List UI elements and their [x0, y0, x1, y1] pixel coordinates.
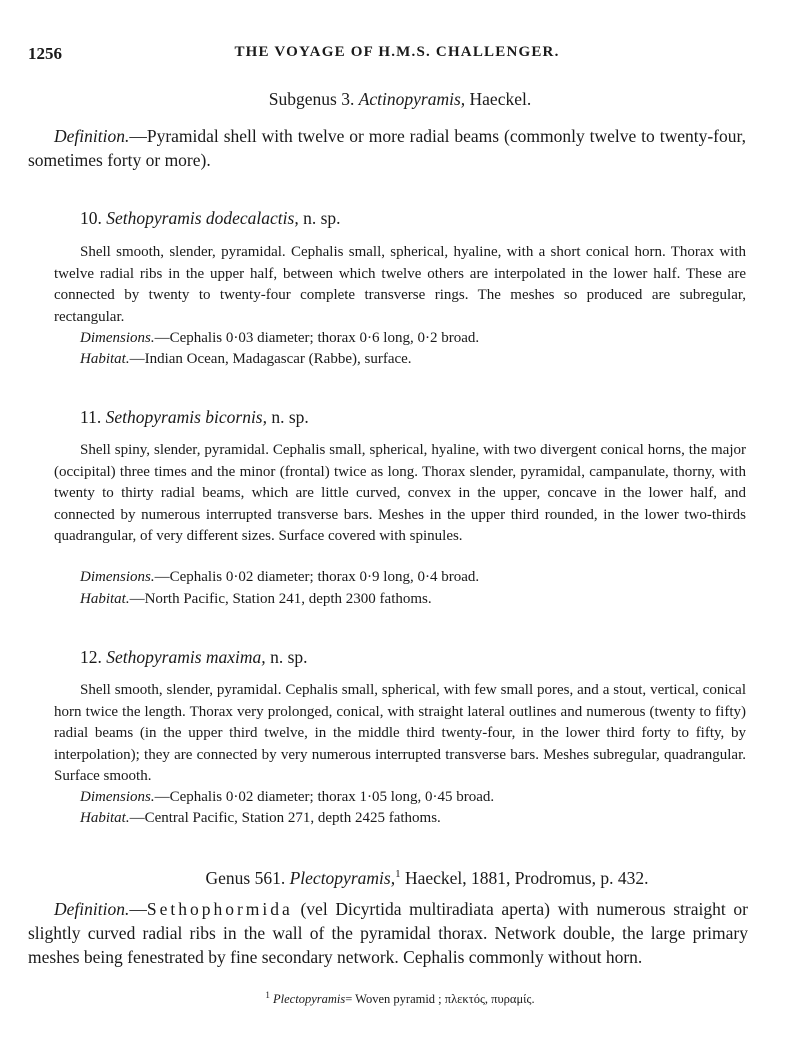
- genus-definition: [28, 897, 748, 969]
- habitat-label: Habitat.: [80, 351, 130, 367]
- subgenus-author: Haeckel.: [469, 89, 532, 109]
- species-status: n. sp.: [303, 208, 341, 228]
- species-description: Shell smooth, slender, pyramidal. Cephalis small, spherical, hyaline, with a short conical horn. Thorax with twelve radial ribs in the upper half, between which twelve others are interpolated in the lower half. These are connected by twenty to twenty-four complete transverse rings. The meshes so produced are subregular, rectangular.: [54, 244, 746, 325]
- habitat-label: Habitat.: [80, 591, 130, 607]
- subgenus-definition: [28, 124, 746, 172]
- habitat-text: —Indian Ocean, Madagascar (Rabbe), surface.: [129, 351, 412, 367]
- genus-citation: Haeckel, 1881, Prodromus, p. 432.: [404, 867, 649, 888]
- dimensions-text: —Cephalis 0·03 diameter; thorax 0·6 long, 0·2 broad.: [154, 330, 480, 346]
- dimensions-label: Dimensions.: [80, 569, 155, 585]
- species-heading: [80, 645, 308, 669]
- genus-heading: [147, 862, 707, 890]
- footnote-reference: 1: [395, 868, 401, 880]
- species-heading: [80, 405, 309, 429]
- species-dimensions: [80, 328, 479, 350]
- footnote-term: Plectopyramis: [273, 992, 346, 1007]
- species-habitat: [80, 349, 412, 371]
- species-number: 12.: [80, 647, 102, 667]
- species-number: 10.: [80, 208, 102, 228]
- genus-prefix: Genus 561.: [205, 867, 286, 888]
- species-status: n. sp.: [271, 407, 309, 427]
- genus-name: Plectopyramis,: [289, 867, 396, 888]
- running-title: THE VOYAGE OF H.M.S. CHALLENGER.: [234, 44, 560, 60]
- species-name: Sethopyramis dodecalactis,: [106, 208, 299, 228]
- genus-definition-dash: —: [129, 899, 147, 919]
- subgenus-heading: [0, 87, 800, 111]
- species-habitat: [80, 589, 432, 611]
- dimensions-label: Dimensions.: [80, 330, 155, 346]
- species-heading: [80, 206, 341, 230]
- spaced-term: Sethophormida: [146, 899, 293, 919]
- definition-label: Definition.: [54, 126, 130, 146]
- habitat-text: —North Pacific, Station 241, depth 2300 fathoms.: [129, 591, 432, 607]
- habitat-label: Habitat.: [80, 810, 130, 826]
- dimensions-text: —Cephalis 0·02 diameter; thorax 1·05 long, 0·45 broad.: [154, 789, 495, 805]
- species-number: 11.: [80, 407, 102, 427]
- habitat-text: —Central Pacific, Station 271, depth 2425 fathoms.: [129, 810, 441, 826]
- species-dimensions: [80, 787, 494, 809]
- footnote-text: = Woven pyramid ; πλεκτός, πυραμίς.: [345, 992, 535, 1007]
- page-header: [28, 44, 766, 68]
- species-name: Sethopyramis maxima,: [106, 647, 266, 667]
- definition-text: —Pyramidal shell with twelve or more radial beams (commonly twelve to twenty-four, sometimes forty or more).: [28, 126, 746, 170]
- genus-definition-text: (vel Dicyrtida multiradiata aperta) with numerous straight or slightly curved radial ribs in the wall of the pyramidal thorax. Network double, the large primary meshes being fenestrated by fine secondary network. Cephalis commonly without horn.: [28, 899, 748, 967]
- genus-definition-label: Definition.: [54, 899, 130, 919]
- dimensions-label: Dimensions.: [80, 789, 155, 805]
- species-habitat: [80, 808, 441, 830]
- species-name: Sethopyramis bicornis,: [105, 407, 267, 427]
- dimensions-text: —Cephalis 0·02 diameter; thorax 0·9 long, 0·4 broad.: [154, 569, 480, 585]
- species-dimensions: [80, 567, 479, 589]
- species-status: n. sp.: [270, 647, 308, 667]
- species-description: Shell spiny, slender, pyramidal. Cephalis small, spherical, hyaline, with two divergent conical horns, the major (occipital) three times and the minor (frontal) twice as long. Thorax slender, pyramidal, campanulate, thorny, with twenty to thirty radial beams, which are little curved, convex in the upper, concave in the lower half, and connected by numerous interrupted transverse bars. Meshes in the upper third rounded, in the lower two-thirds quadrangular, of very different sizes. Surface covered with spinules.: [54, 442, 746, 544]
- footnote-mark: 1: [265, 990, 270, 1000]
- subgenus-name: Actinopyramis,: [358, 89, 466, 109]
- species-description: Shell smooth, slender, pyramidal. Cephalis small, spherical, with few small pores, and a stout, vertical, conical horn twice the length. Thorax very prolonged, conical, with straight lateral outlines and numerous (twenty to fifty) radial beams (in the upper third twelve, in the middle third twenty-four, in the lower third forty to fifty, by interpolation); they are connected by very numerous interrupted transverse bars. Meshes subregular, quadrangular. Surface smooth.: [54, 682, 746, 784]
- subgenus-prefix: Subgenus 3.: [268, 89, 355, 109]
- footnote: [0, 990, 800, 1007]
- page-number: 1256: [28, 44, 62, 63]
